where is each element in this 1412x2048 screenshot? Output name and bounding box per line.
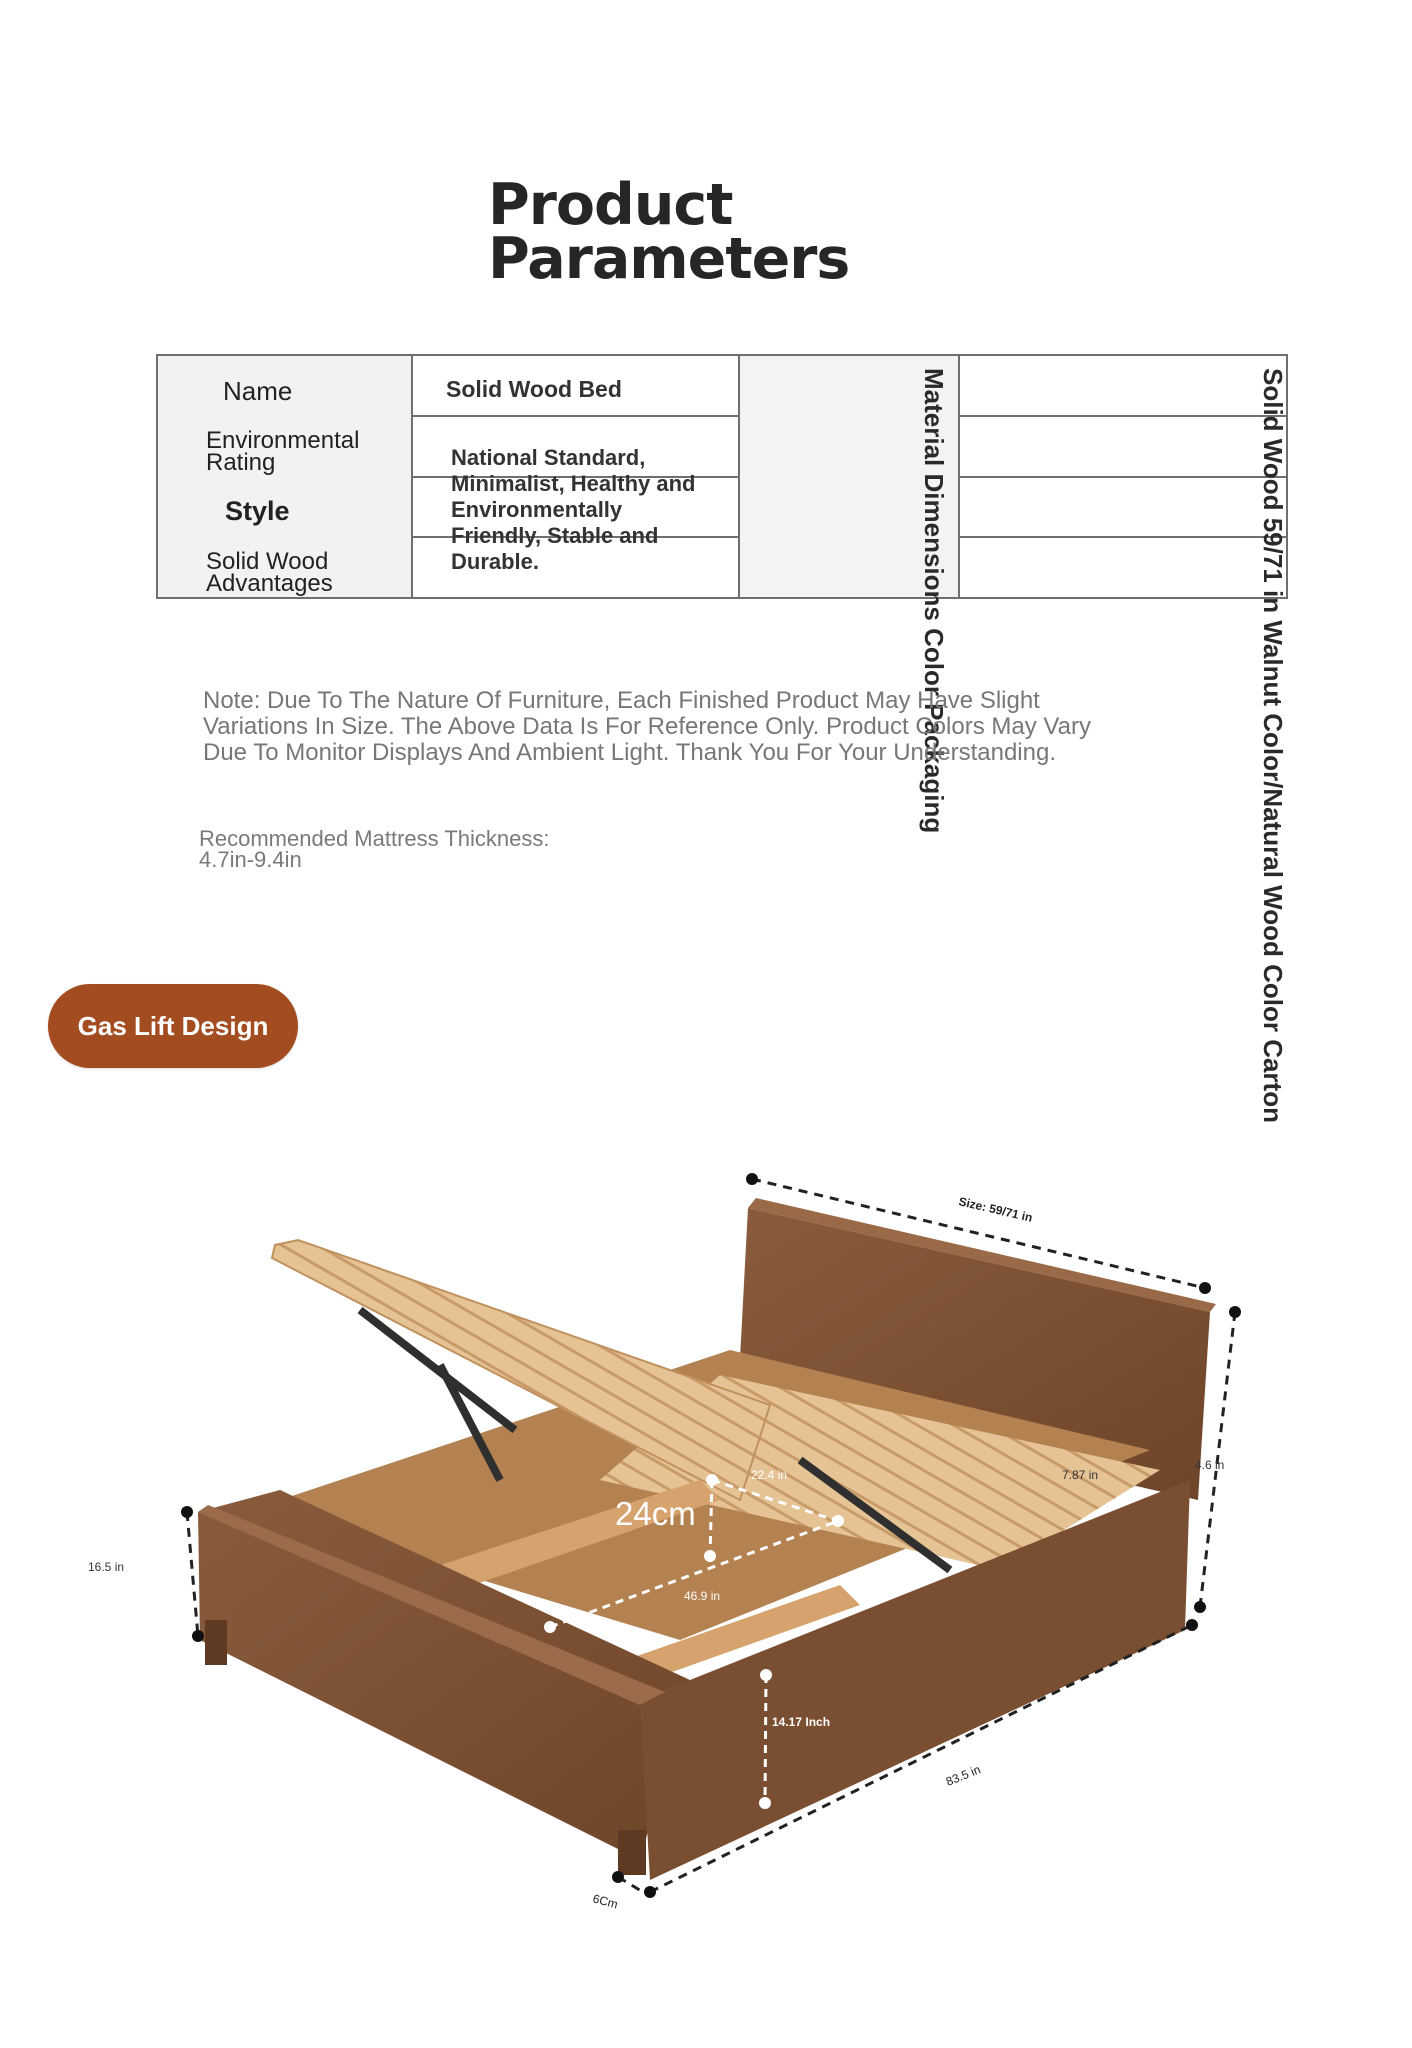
mattress-label: Recommended Mattress Thickness: [199, 826, 550, 851]
length-label: 83.5 in [943, 1762, 983, 1789]
right-values-vertical: Solid Wood 59/71 in Walnut Color/Natural Wood Color Carton [1258, 368, 1288, 1123]
title-line-2: Parameters [488, 226, 850, 292]
compartment-label: 24cm [615, 1495, 696, 1532]
endpoint-dot [759, 1797, 771, 1809]
right-labels-vertical: Material Dimensions Color Packaging [919, 368, 949, 834]
row-label-style: Style [225, 496, 290, 526]
left-height-label: 16.5 in [88, 1560, 125, 1574]
endpoint-dot [760, 1669, 772, 1681]
bed-diagram [0, 1140, 1412, 1940]
gas-lift-badge: Gas Lift Design [48, 984, 298, 1068]
row-label-name: Name [223, 376, 293, 406]
endpoint-dot [181, 1506, 193, 1518]
left-height-dimension-line [187, 1512, 198, 1636]
name-value: Solid Wood Bed [446, 376, 622, 402]
depth-a-label: 22.4 in [751, 1468, 788, 1482]
bed-leg [205, 1620, 227, 1665]
page-title [488, 172, 850, 292]
endpoint-dot [192, 1630, 204, 1642]
disclaimer-note: Note: Due To The Nature Of Furniture, Each Finished Product May Have Slight Variations In Size. The Above Data Is For Reference Only. Product Colors May Vary Due To Monitor Displays And Ambient Light. Thank You For Your Understanding. [203, 687, 1091, 766]
leg-height-label: 6Cm [591, 1891, 620, 1912]
endpoint-dot [746, 1173, 758, 1185]
endpoint-dot [706, 1474, 718, 1486]
mattress-value: 4.7in-9.4in [199, 847, 302, 872]
endpoint-dot [704, 1550, 716, 1562]
title-line-1: Product [488, 172, 733, 238]
endpoint-dot [1186, 1619, 1198, 1631]
size-label: Size: 59/71 in [957, 1194, 1034, 1225]
endpoint-dot [644, 1886, 656, 1898]
endpoint-dot [544, 1621, 556, 1633]
row-label-environmental-rating: Environmental Rating [206, 427, 360, 476]
endpoint-dot [1229, 1306, 1241, 1318]
endpoint-dot [832, 1515, 844, 1527]
description-value: National Standard, Minimalist, Healthy and Environmentally Friendly, Stable and Durable. [451, 445, 696, 574]
mattress-recommendation [199, 828, 550, 870]
row-label-solid-wood-advantages: Solid Wood Advantages [206, 548, 333, 597]
inner-height-label: 14.17 Inch [772, 1715, 831, 1729]
bed-leg [618, 1830, 646, 1875]
table-border-bottom [156, 597, 1288, 599]
table-col-divider [958, 354, 960, 599]
endpoint-dot [1194, 1601, 1206, 1613]
endpoint-dot [612, 1871, 624, 1883]
depth-b-label: 7.87 in [1062, 1468, 1099, 1482]
storage-width-label: 46.9 in [684, 1589, 721, 1603]
headboard-height-label: 4.6 in [1195, 1458, 1225, 1472]
table-col-divider [411, 354, 413, 599]
endpoint-dot [1199, 1282, 1211, 1294]
